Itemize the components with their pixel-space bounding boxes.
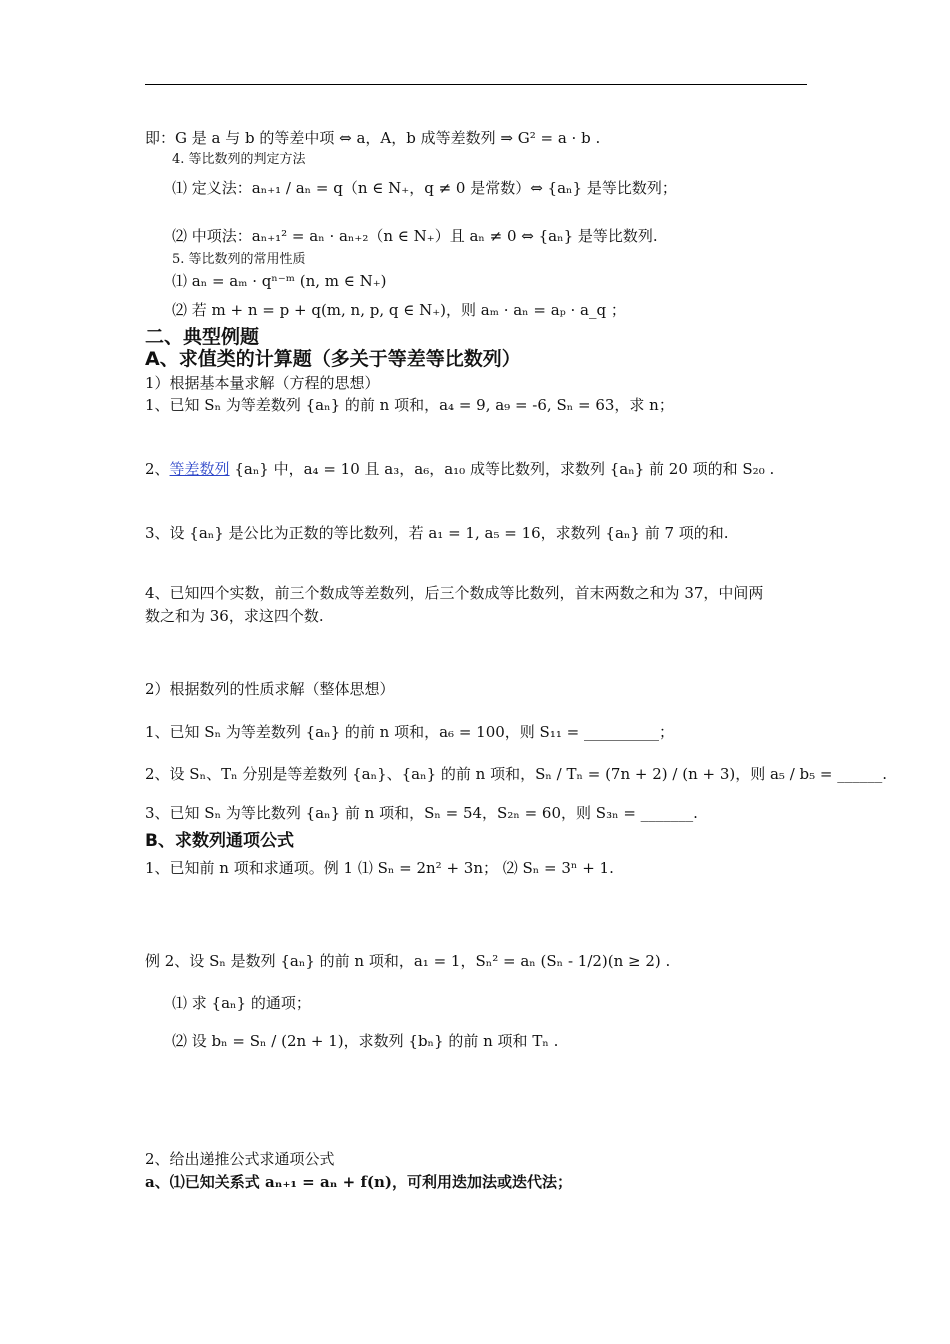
question [145, 459, 774, 479]
section-heading: A、求值类的计算题（多关于等差等比数列） [145, 348, 521, 370]
example-part: ⑵ 设 bₙ = Sₙ / (2n + 1)，求数列 {bₙ} 的前 n 项和 Tₙ . [172, 1032, 559, 1050]
example: 例 2、设 Sₙ 是数列 {aₙ} 的前 n 项和，a₁ = 1，Sₙ² = aₙ (Sₙ - 1/2)(n ≥ 2) . [145, 952, 671, 970]
example-part: ⑴ 求 {aₙ} 的通项； [172, 994, 311, 1012]
text-line: 4. 等比数列的判定方法 [172, 152, 306, 167]
header-rule [145, 84, 807, 85]
question: 2、设 Sₙ、Tₙ 分别是等差数列 {aₙ}、{aₙ} 的前 n 项和，Sₙ / Tₙ = (7n + 2) / (n + 3)，则 a₅ / b₅ = ______. [145, 765, 888, 783]
text-line: ⑴ 定义法：aₙ₊₁ / aₙ = q（n ∈ N₊，q ≠ 0 是常数）⇔ {aₙ} 是等比数列； [172, 179, 677, 197]
question: 1、已知前 n 项和求通项。例 1 ⑴ Sₙ = 2n² + 3n； ⑵ Sₙ = 3ⁿ + 1. [145, 859, 614, 877]
question: 3、已知 Sₙ 为等比数列 {aₙ} 前 n 项和，Sₙ = 54，S₂ₙ = 60，则 S₃ₙ = _______. [145, 804, 698, 822]
subsection-heading: 2、给出递推公式求通项公式 [145, 1150, 335, 1168]
subsection-heading: 2）根据数列的性质求解（整体思想） [145, 680, 395, 698]
question: 1、已知 Sₙ 为等差数列 {aₙ} 的前 n 项和，a₄ = 9, a₉ = -6, Sₙ = 63，求 n； [145, 396, 674, 414]
text-line: ⑵ 若 m + n = p + q(m, n, p, q ∈ N₊)，则 aₘ · aₙ = aₚ · a_q ； [172, 301, 626, 319]
text-line: ⑵ 中项法：aₙ₊₁² = aₙ · aₙ₊₂（n ∈ N₊）且 aₙ ≠ 0 ⇔ {aₙ} 是等比数列. [172, 227, 658, 245]
section-heading: 二、典型例题 [145, 326, 260, 348]
section-heading: B、求数列通项公式 [145, 831, 294, 851]
question: 数之和为 36，求这四个数. [145, 607, 324, 625]
question: 1、已知 Sₙ 为等差数列 {aₙ} 的前 n 项和，a₆ = 100，则 S₁₁ = __________； [145, 723, 674, 741]
subsection-heading: 1）根据基本量求解（方程的思想） [145, 374, 380, 392]
question: 4、已知四个实数，前三个数成等差数列，后三个数成等比数列，首末两数之和为 37，中间两 [145, 584, 764, 602]
question-text: {aₙ} 中，a₄ = 10 且 a₃，a₆，a₁₀ 成等比数列，求数列 {aₙ} 前 20 项的和 S₂₀ . [229, 460, 775, 478]
text-line: 即：G 是 a 与 b 的等差中项 ⇔ a，A，b 成等差数列 ⇒ G² = a · b . [145, 129, 601, 147]
arithmetic-sequence-link[interactable]: 等差数列 [169, 460, 230, 478]
question: 3、设 {aₙ} 是公比为正数的等比数列，若 a₁ = 1, a₅ = 16，求数列 {aₙ} 前 7 项的和. [145, 524, 729, 542]
text-line: ⑴ aₙ = aₘ · qⁿ⁻ᵐ (n, m ∈ N₊) [172, 272, 387, 290]
text-line: 5. 等比数列的常用性质 [172, 252, 306, 267]
question-number: 2、 [145, 460, 170, 478]
method-text: a、⑴已知关系式 aₙ₊₁ = aₙ + f(n)，可利用迭加法或迭代法； [145, 1173, 573, 1191]
